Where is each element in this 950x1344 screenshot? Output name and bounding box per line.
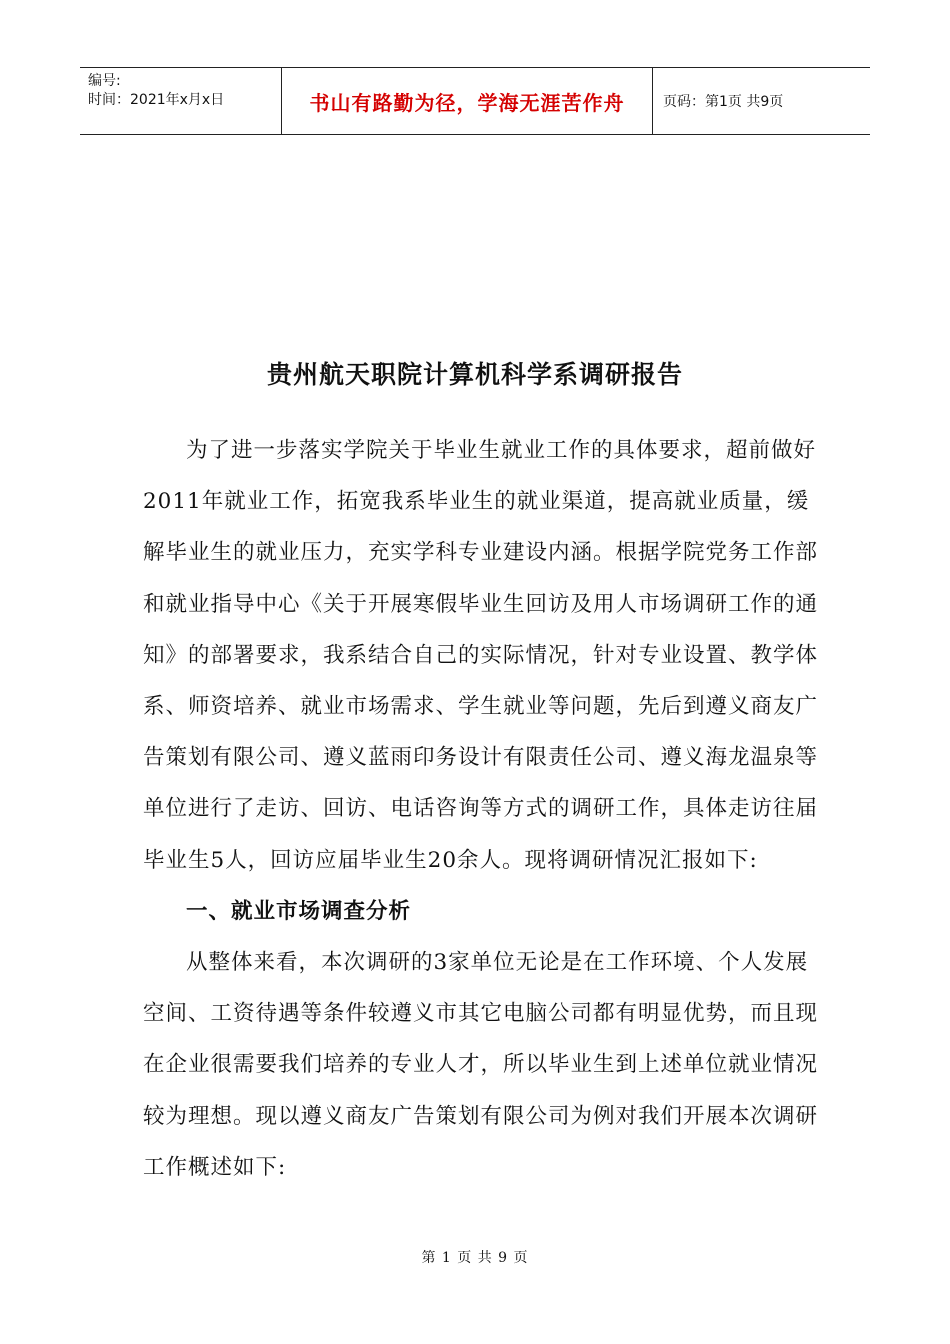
header-motto-cell	[281, 68, 653, 134]
page-header	[80, 67, 870, 135]
header-page-code-cell	[653, 68, 870, 134]
header-meta	[80, 68, 281, 134]
page-footer: 第 1 页 共 9 页	[421, 1250, 529, 1266]
document-body	[143, 425, 823, 1193]
paragraph-intro: 为了进一步落实学院关于毕业生就业工作的具体要求，超前做好2011年就业工作，拓宽我系毕业生的就业渠道，提高就业质量，缓解毕业生的就业压力，充实学科专业建设内涵。根据学院党务工作部和就业指导中心《关于开展寒假毕业生回访及用人市场调研工作的通知》的部署要求，我系结合自己的实际情况，针对专业设置、教学体系、师资培养、就业市场需求、学生就业等问题，先后到遵义商友广告策划有限公司、遵义蓝雨印务设计有限责任公司、遵义海龙温泉等单位进行了走访、回访、电话咨询等方式的调研工作，具体走访往届毕业生5人，回访应届毕业生20余人。现将调研情况汇报如下:	[143, 438, 819, 873]
number-label: 编号:	[88, 73, 121, 89]
motto-text: 书山有路勤为径，学海无涯苦作舟	[309, 90, 625, 115]
time-label: 时间：2021年x月x日	[88, 92, 225, 108]
paragraph-market-analysis: 从整体来看，本次调研的3家单位无论是在工作环境、个人发展空间、工资待遇等条件较遵义市其它电脑公司都有明显优势，而且现在企业很需要我们培养的专业人才，所以毕业生到上述单位就业情况较为理想。现以遵义商友广告策划有限公司为例对我们开展本次调研工作概述如下:	[143, 950, 819, 1180]
page-code: 页码：第1页 共9页	[663, 94, 784, 110]
section-heading-market-analysis: 一、就业市场调查分析	[186, 898, 412, 924]
document-title: 贵州航天职院计算机科学系调研报告	[266, 360, 683, 389]
